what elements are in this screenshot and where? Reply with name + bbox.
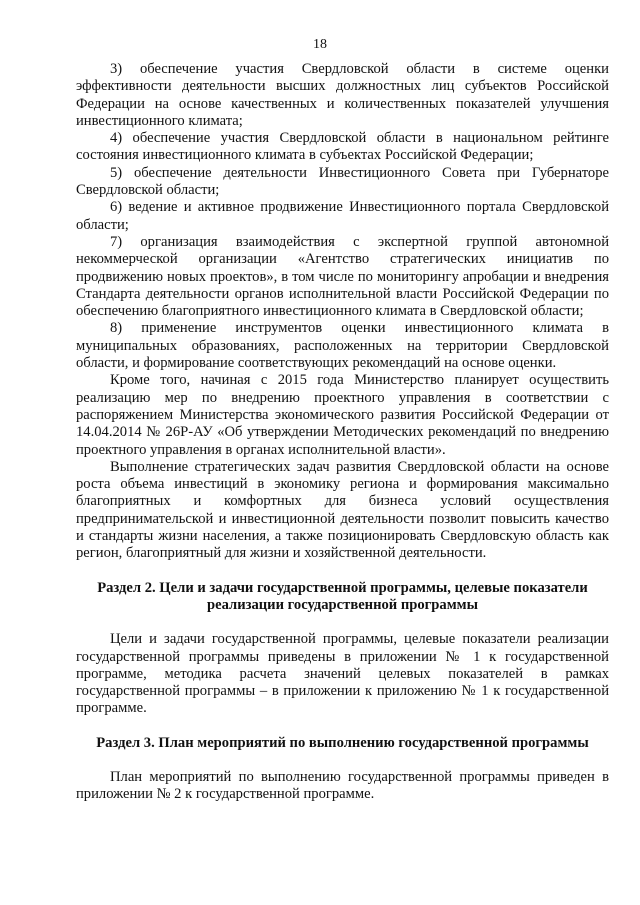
page-number: 18 — [313, 37, 327, 52]
paragraph-item-5: 5) обеспечение деятельности Инвестиционного Совета при Губернаторе Свердловской области; — [76, 164, 609, 199]
section-2-heading: Раздел 2. Цели и задачи государственной программы, целевые показатели реализации государственной программы — [97, 579, 588, 613]
paragraph-item-6: 6) ведение и активное продвижение Инвестиционного портала Свердловской области; — [76, 199, 609, 233]
paragraph-item-3: 3) обеспечение участия Свердловской области в системе оценки эффективности деятельности высших должностных лиц субъектов Российской Федерации на основе качественных и количественных показателей улучшения инвестиционного климата; — [76, 61, 609, 129]
section-2-text: Цели и задачи государственной программы, целевые показатели реализации государственной программы приведены в приложении № 1 к государственной программе, методика расчета значений целевых показателей в рамках государственной программы – в приложении к приложению № 1 к государственной программе. — [76, 631, 609, 717]
document-body — [76, 61, 609, 804]
paragraph-project-management: Кроме того, начиная с 2015 года Министерство планирует осуществить реализацию мер по внедрению проектного управления в соответствии с распоряжением Министерства экономического развития Российской Федерации от 14.04.2014 № 26Р-АУ «Об утверждении Методических рекомендаций по внедрению проектного управления в органах исполнительной власти». — [76, 372, 609, 458]
section-3-heading: Раздел 3. План мероприятий по выполнению государственной программы — [96, 734, 589, 751]
section-3-text: План мероприятий по выполнению государственной программы приведен в приложении № 2 к государственной программе. — [76, 768, 609, 803]
paragraph-strategic-tasks: Выполнение стратегических задач развития Свердловской области на основе роста объема инвестиций в экономику региона и формирования максимально благоприятных и комфортных для бизнеса условий осуществления предпринимательской и инвестиционной деятельности позволит повысить качество и стандарты жизни населения, а также позиционировать Свердловскую область как регион, благоприятный для жизни и хозяйственной деятельности. — [76, 458, 609, 562]
paragraph-item-4: 4) обеспечение участия Свердловской области в национальном рейтинге состояния инвестиционного климата в субъектах Российской Федерации; — [76, 130, 609, 164]
paragraph-item-8: 8) применение инструментов оценки инвестиционного климата в муниципальных образованиях, расположенных на территории Свердловской области, и формирование соответствующих рекомендаций на основе оценки. — [76, 320, 609, 372]
paragraph-item-7: 7) организация взаимодействия с экспертной группой автономной некоммерческой организации «Агентство стратегических инициатив по продвижению новых проектов», в том числе по мониторингу апробации и внедрения Стандарта деятельности органов исполнительной власти Российской Федерации по обеспечению благоприятного инвестиционного климата в Свердловской области; — [76, 233, 609, 320]
